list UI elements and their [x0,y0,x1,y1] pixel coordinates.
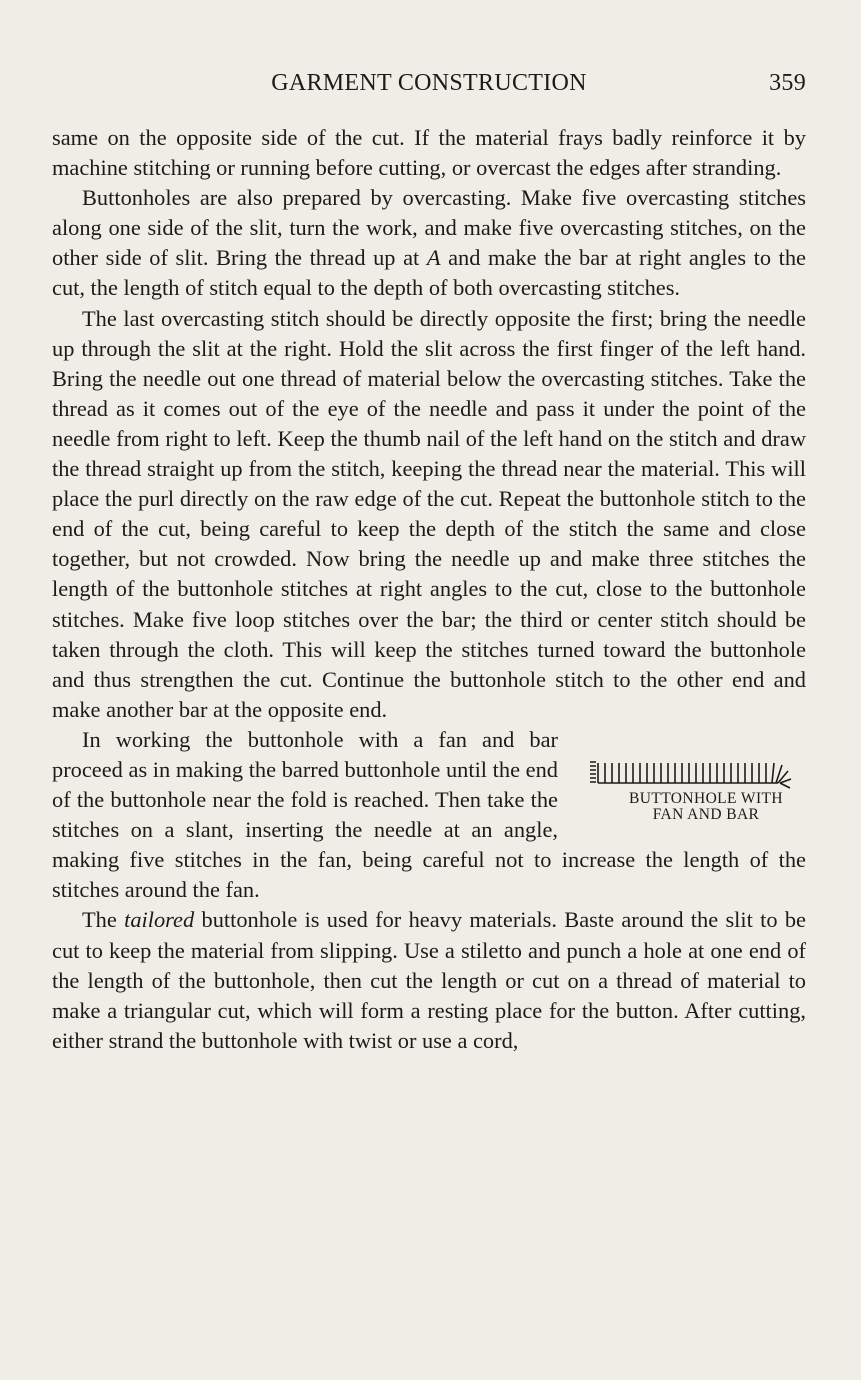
paragraph-2 [52,183,806,303]
paragraph-2-text-b: and make the bar at right angles to the cut, the length of stitch equal to the depth of both overcasting stitches. [52,245,806,301]
point-label-a: A [426,245,441,271]
figure-caption-line-1: BUTTONHOLE WITH [629,789,783,807]
paragraph-1: same on the opposite side of the cut. If the material frays badly reinforce it by machine stitching or running before cutting, or overcast the edges after stranding. [52,125,806,181]
paragraph-4 [52,725,806,906]
page-number: 359 [769,70,806,96]
paragraph-5 [52,905,806,1055]
body-text [52,123,806,1056]
paragraph-5-text-b: buttonhole is used for heavy materials. Baste around the slit to be cut to keep the material from slipping. Use a stiletto and punch a hole at one end of the length of the buttonhole, then cut the length or cut on a thread of material to make a triangular cut, which will form a resting place for the button. After cutting, either strand the buttonhole with twist or use a cord, [52,907,806,1053]
paragraph-4-text: In working the buttonhole with a fan and bar proceed as in making the barred buttonhole until the end of the buttonhole near the fold is reached. Then take the stitches on a slant, inserting the needle at an angle, making five stitches in the fan, being careful not to increase the length of the stitches around the fan. [52,726,806,903]
figure-caption-line-2: FAN AND BAR [652,805,760,823]
paragraph-3: The last overcasting stitch should be directly opposite the first; bring the needle up through the slit at the right. Hold the slit across the first finger of the left hand. Bring the needle out one thread of material below the overcasting stitches. Take the thread as it comes out of the eye of the needle and pass it under the point of the needle from right to left. Keep the thumb nail of the left hand on the stitch and draw the thread straight up from the stitch, keeping the thread near the material. This will place the purl directly on the raw edge of the cut. Repeat the buttonhole stitch to the end of the cut, being careful to keep the depth of the stitch the same and close together, but not crowded. Now bring the needle up and make three stitches the length of the buttonhole stitches at right angles to the cut, close to the buttonhole stitches. Make five loop stitches over the bar; the third or center stitch should be taken through the cloth. This will keep the stitches turned toward the buttonhole and thus strengthen the cut. Continue the buttonhole stitch to the other end and make another bar at the opposite end. [52,305,806,722]
running-title: GARMENT CONSTRUCTION [271,70,587,96]
paragraph-2-text-a: Buttonholes are also prepared by overcasting. Make five overcasting stitches along one side of the slit, turn the work, and make five overcasting stitches, on the other side of slit. Bring the thread up at [52,185,806,271]
emphasis-tailored: tailored [124,907,195,933]
buttonhole-fan-bar-illustration [586,755,796,791]
paragraph-5-text-a: The [82,907,125,933]
buttonhole-figure [576,755,806,823]
running-head [52,70,806,106]
